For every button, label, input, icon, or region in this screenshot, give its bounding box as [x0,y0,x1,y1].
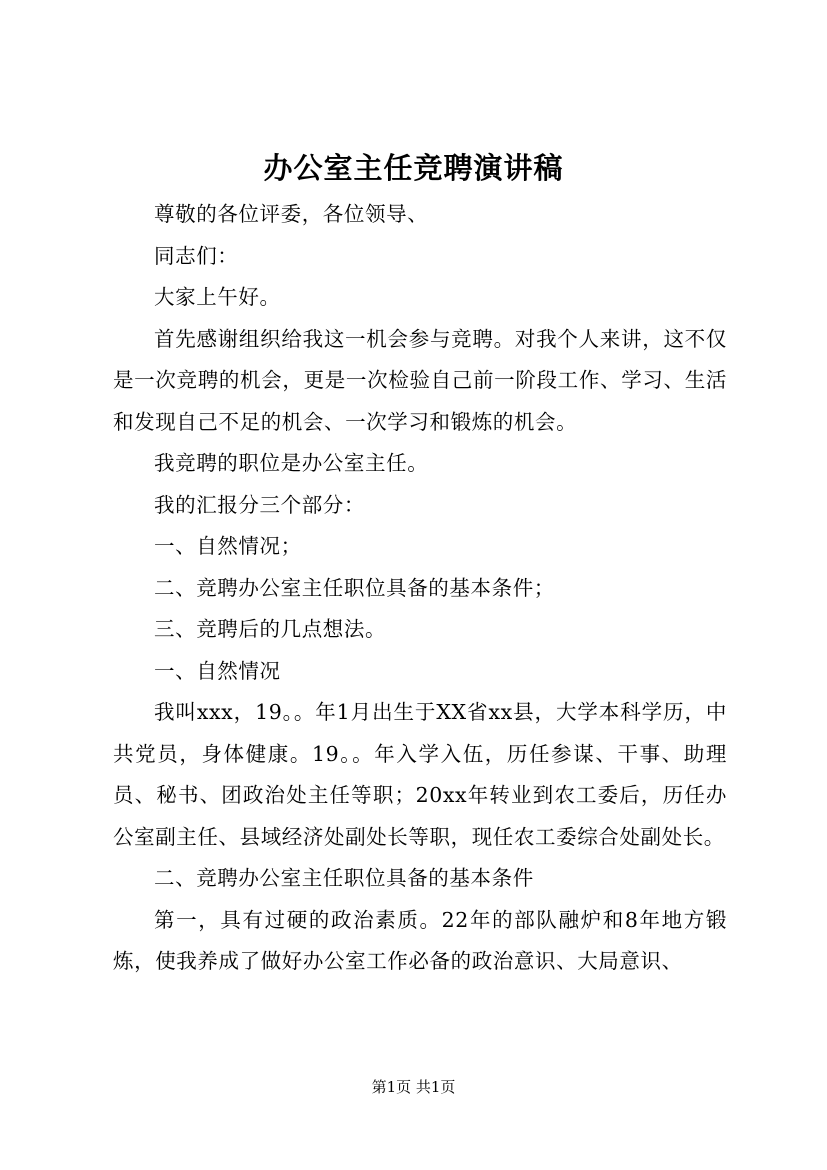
document-body [113,194,727,983]
section-heading-basic-conditions: 二、竞聘办公室主任职位具备的基本条件 [154,866,534,890]
paragraph-outline-item-1: 一、自然情况； [154,534,302,558]
paragraph-thanks: 首先感谢组织给我这一机会参与竞聘。对我个人来讲，这不仅是一次竞聘的机会，更是一次检验自己前一阶段工作、学习、生活和发现自己不足的机会、一次学习和锻炼的机会。 [113,326,727,434]
paragraph-position: 我竞聘的职位是办公室主任。 [154,451,429,475]
page-number-footer: 第1页 共1页 [371,1078,456,1096]
section-heading-natural-situation: 一、自然情况 [154,658,281,683]
paragraph-outline-item-3: 三、竞聘后的几点想法。 [154,617,387,641]
paragraph-salutation: 尊敬的各位评委，各位领导、 [154,202,429,226]
paragraph-report-outline: 我的汇报分三个部分： [154,492,365,517]
paragraph-political-quality: 第一，具有过硬的政治素质。22年的部队融炉和8年地方锻炼，使我养成了做好办公室工作必备的政治意识、大局意识、 [113,907,727,973]
document-title: 办公室主任竞聘演讲稿 [263,151,564,185]
paragraph-greeting: 大家上午好。 [154,285,281,309]
paragraph-outline-item-2: 二、竞聘办公室主任职位具备的基本条件； [154,575,555,600]
paragraph-personal-info: 我叫xxx，19。。年1月出生于XX省xx县，大学本科学历，中共党员，身体健康。19。。年入学入伍，历任参谋、干事、助理员、秘书、团政治处主任等职；20xx年转业到农工委后，历任办公室副主任、县域经济处副处长等职，现任农工委综合处副处长。 [113,700,727,849]
paragraph-comrades: 同志们： [154,243,239,268]
